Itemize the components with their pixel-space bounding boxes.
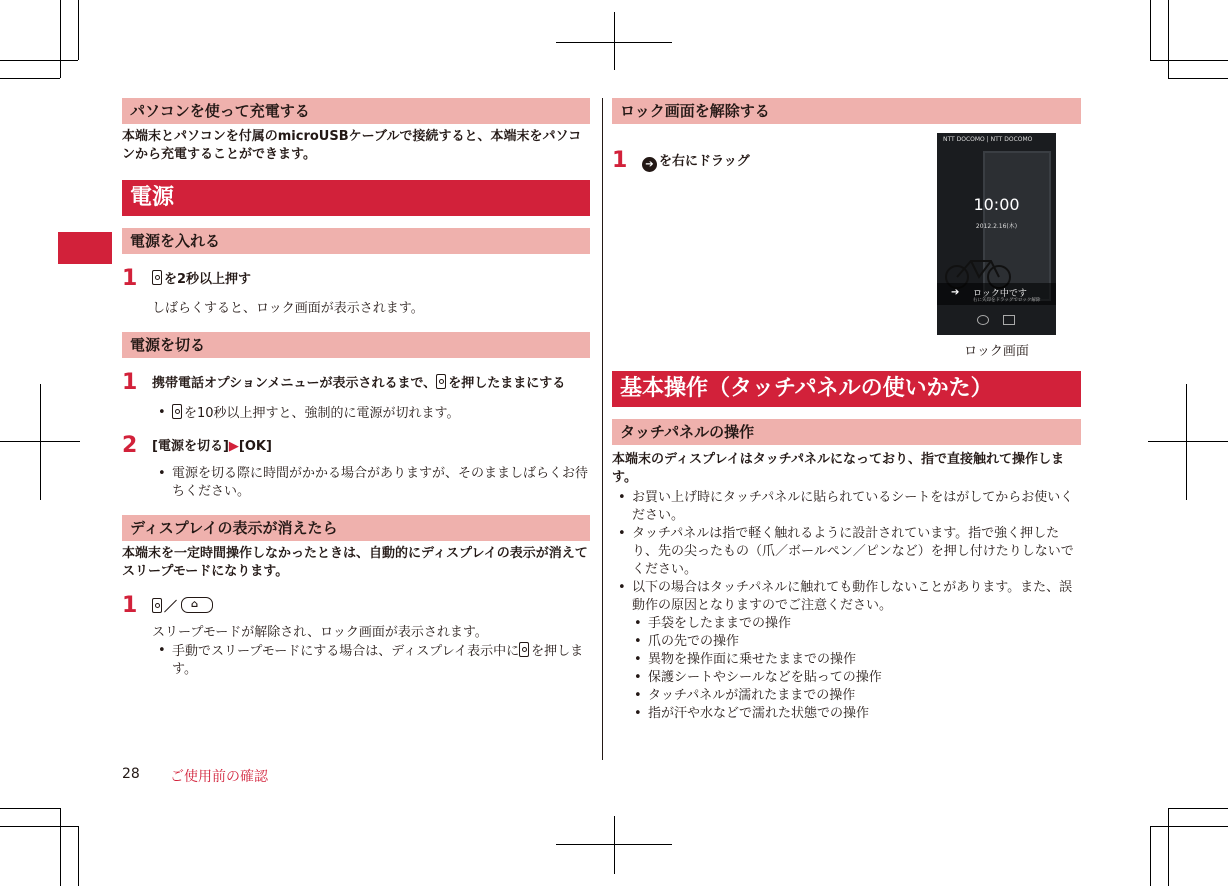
step xyxy=(122,433,590,458)
crop-mark xyxy=(0,808,60,809)
crop-mark xyxy=(0,78,60,79)
crop-mark xyxy=(40,384,41,500)
section-heading: 電源を入れる xyxy=(122,228,590,254)
list-item: • 保護シートやシールなどを貼っての操作 xyxy=(612,669,1081,687)
mail-icon xyxy=(1003,315,1015,325)
crop-mark xyxy=(1168,0,1169,78)
step-number: 1 xyxy=(122,370,138,395)
step-text: を2秒以上押す xyxy=(164,272,252,287)
list-item: • タッチパネルが濡れたままでの操作 xyxy=(612,687,1081,705)
list-item: • 爪の先での操作 xyxy=(612,633,1081,651)
separator: ／ xyxy=(164,600,178,615)
section-intro: 本端末とパソコンを付属のmicroUSBケーブルで接続すると、本端末をパソコンから充電することができます。 xyxy=(122,129,582,162)
clock-time: 10:00 xyxy=(973,195,1020,214)
list-item xyxy=(152,404,590,423)
crop-mark xyxy=(78,0,79,60)
section-heading: タッチパネルの操作 xyxy=(612,419,1081,445)
crop-mark xyxy=(614,816,615,874)
chapter-heading: 基本操作（タッチパネルの使いかた） xyxy=(612,371,1081,407)
bullet-list xyxy=(122,642,590,679)
crop-mark xyxy=(1168,808,1228,809)
bullet-list xyxy=(122,465,590,501)
lock-arrow-icon[interactable]: ➔ xyxy=(951,287,960,298)
bullet-list xyxy=(122,404,590,423)
power-key-icon xyxy=(519,642,529,657)
list-item: • 電源を切る際に時間がかかる場合がありますが、そのまましばらくお待ちください。 xyxy=(152,465,590,501)
step-number: 1 xyxy=(612,148,628,173)
image-caption: ロック画面 xyxy=(964,344,1029,359)
step-text: 携帯電話オプションメニューが表示されるまで、 xyxy=(152,376,437,391)
footer-section: ご使用前の確認 xyxy=(170,769,268,785)
chapter-heading: 電源 xyxy=(122,180,590,216)
power-key-icon xyxy=(172,404,182,419)
section-heading: 電源を切る xyxy=(122,332,590,358)
arrow-icon: ▶ xyxy=(228,439,239,454)
lock-screen-image xyxy=(937,133,1056,335)
crop-mark xyxy=(1150,826,1151,886)
step-number: 1 xyxy=(122,266,138,291)
step xyxy=(122,266,590,291)
section-intro: 本端末を一定時間操作しなかったときは、自動的にディスプレイの表示が消えてスリープモードになります。 xyxy=(122,546,588,579)
step-body: しばらくすると、ロック画面が表示されます。 xyxy=(152,301,424,316)
crop-mark xyxy=(1150,826,1228,827)
crop-mark xyxy=(60,808,61,886)
list-item: • タッチパネルは指で軽く触れるように設計されています。指で強く押したり、先の尖ったもの（爪／ボールペン／ピンなど）を押し付けたりしないでください。 xyxy=(612,525,1081,579)
crop-mark xyxy=(1168,808,1169,886)
list-item-text: を10秒以上押すと、強制的に電源が切れます。 xyxy=(184,406,460,421)
left-column xyxy=(122,98,590,679)
section-heading: ディスプレイの表示が消えたら xyxy=(122,515,590,541)
column-divider xyxy=(602,98,603,760)
step xyxy=(122,593,590,618)
crop-mark xyxy=(60,0,61,78)
list-item xyxy=(152,642,590,679)
clock-date: 2012.2.16(木) xyxy=(975,223,1018,230)
step-number: 1 xyxy=(122,593,138,618)
section-heading: パソコンを使って充電する xyxy=(122,98,590,124)
step-text: [OK] xyxy=(238,439,272,454)
crop-mark xyxy=(1148,441,1228,442)
list-item-text: 手動でスリープモードにする場合は、ディスプレイ表示中に xyxy=(172,644,520,659)
step-number: 2 xyxy=(122,433,138,458)
power-key-icon xyxy=(152,270,162,285)
section-heading: ロック画面を解除する xyxy=(612,98,1081,124)
step xyxy=(122,370,590,395)
lock-text: ロック中です xyxy=(973,289,1027,299)
crop-mark xyxy=(1150,0,1151,60)
status-bar-text: NTT DOCOMO | NTT DOCOMO xyxy=(943,136,1033,143)
step-text: を右にドラッグ xyxy=(659,154,750,169)
power-key-icon xyxy=(436,374,446,389)
page-number: 28 xyxy=(122,766,140,782)
power-key-icon xyxy=(152,598,162,613)
list-item-text: を押します。 xyxy=(172,644,584,677)
crop-mark xyxy=(1168,78,1228,79)
arrow-right-icon: ➔ xyxy=(642,157,657,172)
step-text: を押したままにする xyxy=(448,376,566,391)
step-body: スリープモードが解除され、ロック画面が表示されます。 xyxy=(152,625,488,640)
list-item: • お買い上げ時にタッチパネルに貼られているシートをはがしてからお使いください。 xyxy=(612,489,1081,525)
crop-mark xyxy=(0,60,78,61)
crop-mark xyxy=(0,826,78,827)
list-item: • 以下の場合はタッチパネルに触れても動作しないことがあります。また、誤動作の原因となりますのでご注意ください。 xyxy=(612,579,1081,615)
crop-mark xyxy=(614,12,615,70)
home-key-icon xyxy=(181,597,213,613)
phone-icon xyxy=(977,315,989,325)
crop-mark xyxy=(1150,60,1228,61)
lock-subtext: 右に矢印をドラッグでロック解除 xyxy=(973,298,1041,303)
sub-bullet-list xyxy=(612,615,1081,723)
list-item: • 異物を操作面に乗せたままでの操作 xyxy=(612,651,1081,669)
list-item: • 指が汗や水などで濡れた状態での操作 xyxy=(612,705,1081,723)
crop-mark xyxy=(1186,384,1187,500)
section-intro: 本端末のディスプレイはタッチパネルになっており、指で直接触れて操作します。 xyxy=(612,452,1065,485)
step-text: [電源を切る] xyxy=(152,439,229,454)
touch-section xyxy=(612,419,1081,723)
chapter-tab xyxy=(58,232,112,264)
bullet-list xyxy=(612,489,1081,615)
crop-mark xyxy=(78,826,79,886)
list-item: • 手袋をしたままでの操作 xyxy=(612,615,1081,633)
home-glyph: ⌂ xyxy=(191,599,199,610)
